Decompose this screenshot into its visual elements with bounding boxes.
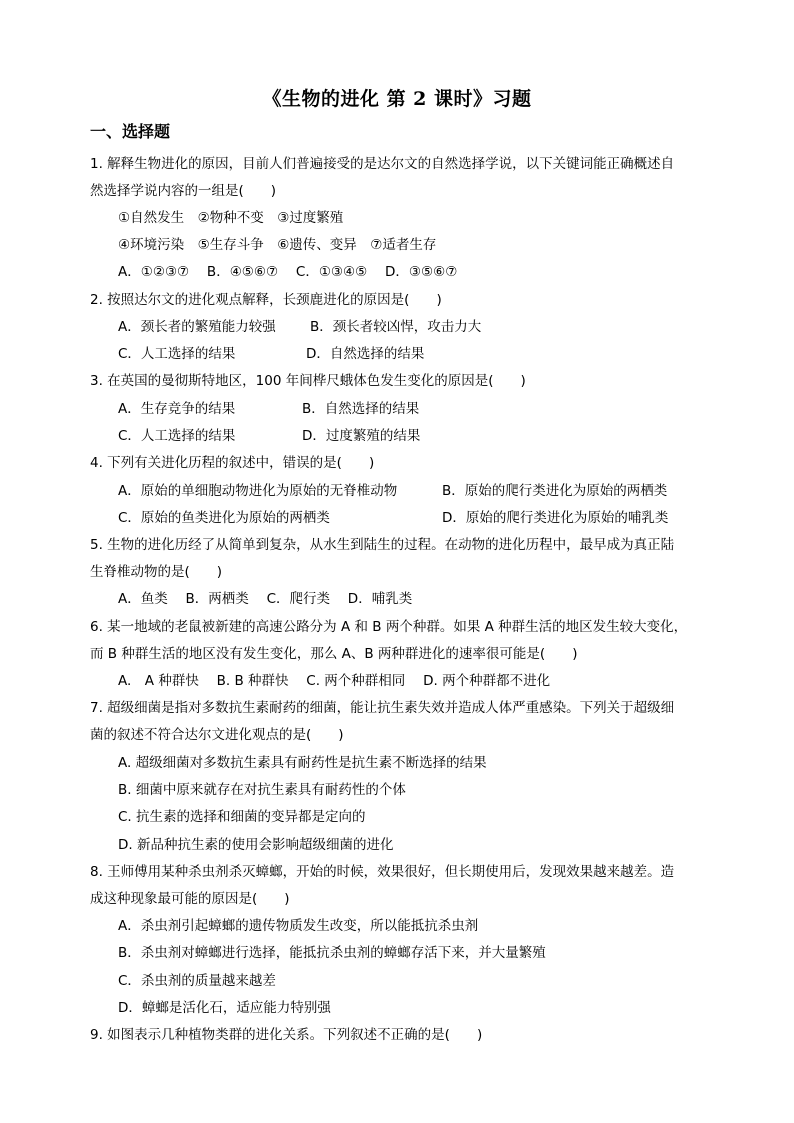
- question-2-option-d: D．自然选择的结果: [306, 346, 425, 362]
- question-1-extra-line-1: ①自然发生 ②物种不变 ③过度繁殖: [118, 210, 344, 226]
- question-2-stem: 2. 按照达尔文的进化观点解释，长颈鹿进化的原因是( ): [90, 292, 442, 308]
- section-heading: 一、选择题: [90, 122, 171, 141]
- question-3-option-b: B．自然选择的结果: [302, 401, 420, 417]
- question-4-option-a: A．原始的单细胞动物进化为原始的无脊椎动物: [118, 483, 398, 499]
- question-4-option-b: B．原始的爬行类进化为原始的两栖类: [442, 483, 668, 499]
- question-8-option-d: D．蟑螂是活化石，适应能力特别强: [118, 1000, 331, 1016]
- question-2-option-b: B．颈长者较凶悍，攻击力大: [310, 319, 482, 335]
- question-4-option-d: D．原始的爬行类进化为原始的哺乳类: [442, 510, 669, 526]
- question-8-option-c: C．杀虫剂的质量越来越差: [118, 973, 276, 989]
- question-7-stem-line-1: 7. 超级细菌是指对多数抗生素耐药的细菌，能让抗生素失效并造成人体严重感染。下列关于超级细: [90, 700, 675, 716]
- question-8-stem-line-1: 8. 王师傅用某种杀虫剂杀灭蟑螂，开始的时候，效果很好，但长期使用后，发现效果越来越差。造: [90, 864, 675, 880]
- question-8-option-a: A．杀虫剂引起蟑螂的遗传物质发生改变，所以能抵抗杀虫剂: [118, 918, 479, 934]
- question-1-stem-line-1: 1. 解释生物进化的原因，目前人们普遍接受的是达尔文的自然选择学说，以下关键词能正确概述自: [90, 156, 675, 172]
- question-3-option-d: D．过度繁殖的结果: [302, 428, 421, 444]
- question-4-stem: 4. 下列有关进化历程的叙述中，错误的是( ): [90, 455, 375, 471]
- question-7-option-c: C. 抗生素的选择和细菌的变异都是定向的: [118, 809, 366, 825]
- question-5-stem-line-1: 5. 生物的进化历经了从简单到复杂，从水生到陆生的过程。在动物的进化历程中，最早成为真正陆: [90, 537, 675, 553]
- question-4-option-c: C．原始的鱼类进化为原始的两栖类: [118, 510, 330, 526]
- question-2-option-a: A．颈长者的繁殖能力较强: [118, 319, 276, 335]
- question-5-stem-line-2: 生脊椎动物的是( ): [90, 564, 223, 580]
- question-1-extra-line-2: ④环境污染 ⑤生存斗争 ⑥遗传、变异 ⑦适者生存: [118, 237, 437, 253]
- question-7-option-d: D. 新品种抗生素的使用会影响超级细菌的进化: [118, 837, 394, 853]
- question-5-options: A．鱼类 B．两栖类 C．爬行类 D．哺乳类: [118, 591, 413, 607]
- question-9-stem: 9. 如图表示几种植物类群的进化关系。下列叙述不正确的是( ): [90, 1027, 483, 1043]
- question-2-option-c: C．人工选择的结果: [118, 346, 236, 362]
- question-3-option-a: A．生存竞争的结果: [118, 401, 236, 417]
- question-8-option-b: B．杀虫剂对蟑螂进行选择，能抵抗杀虫剂的蟑螂存活下来，并大量繁殖: [118, 945, 546, 961]
- question-6-stem-line-1: 6. 某一地域的老鼠被新建的高速公路分为 A 和 B 两个种群。如果 A 种群生活的地区发生较大变化，: [90, 619, 688, 635]
- question-1-stem-line-2: 然选择学说内容的一组是( ): [90, 183, 277, 199]
- question-7-stem-line-2: 菌的叙述不符合达尔文进化观点的是( ): [90, 727, 344, 743]
- question-6-stem-line-2: 而 B 种群生活的地区没有发生变化，那么 A、B 两种群进化的速率很可能是( ): [90, 646, 578, 662]
- question-3-stem: 3. 在英国的曼彻斯特地区，100 年间桦尺蛾体色发生变化的原因是( ): [90, 373, 526, 389]
- question-8-stem-line-2: 成这种现象最可能的原因是( ): [90, 891, 290, 907]
- question-6-options: A. A 种群快 B. B 种群快 C. 两个种群相同 D. 两个种群都不进化: [118, 673, 551, 689]
- document-title: 《生物的进化 第 2 课时》习题: [262, 88, 532, 110]
- question-7-option-a: A. 超级细菌对多数抗生素具有耐药性是抗生素不断选择的结果: [118, 755, 487, 771]
- question-1-options: A．①②③⑦ B．④⑤⑥⑦ C．①③④⑤ D．③⑤⑥⑦: [118, 264, 458, 280]
- question-7-option-b: B. 细菌中原来就存在对抗生素具有耐药性的个体: [118, 782, 406, 798]
- question-3-option-c: C．人工选择的结果: [118, 428, 236, 444]
